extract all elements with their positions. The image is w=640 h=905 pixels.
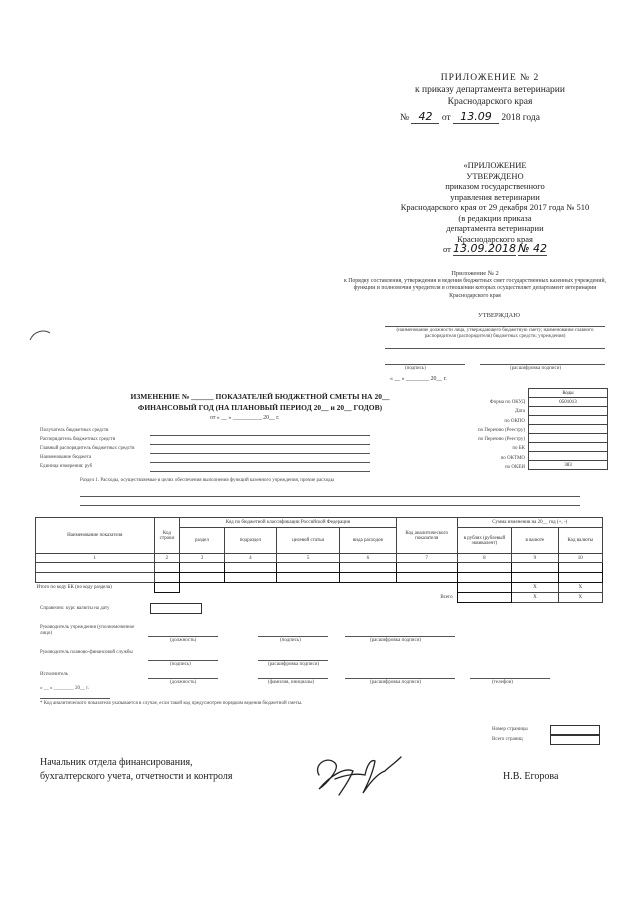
col-number: 6 <box>340 554 397 563</box>
col-number: 7 <box>396 554 457 563</box>
row2-c4 <box>224 573 277 583</box>
sig-fin-l1 <box>148 660 218 661</box>
page-total-box <box>550 734 600 745</box>
codes-label: по ОКПО <box>504 418 525 424</box>
utv-decode-line <box>480 364 605 365</box>
appendix-num: 42 <box>411 110 439 124</box>
row2-c8 <box>457 573 512 583</box>
total-label: Всего <box>440 595 453 601</box>
footer-l2: бухгалтерского учета, отчетности и контроля <box>40 771 233 782</box>
footer-name: Н.В. Егорова <box>503 771 559 782</box>
section1-label: Раздел 1. Расходы, осуществляемые в целях обеспечения выполнения функций казенного учреждения, прочие расходы <box>80 478 334 483</box>
codes-label: Дата <box>515 409 525 415</box>
left-field-line <box>150 471 370 472</box>
order-text: к Порядку составления, утверждения и ведения бюджетных смет государственных казенных учреждений, функции и полномочия учредителя в отношении которых осуществляет департамент ветеринарии Краснодарского края <box>343 277 607 299</box>
sig-head-cap2: (подпись) <box>280 638 301 643</box>
left-field-line <box>150 444 370 445</box>
codes-label: по Перечню (Реестру) <box>477 427 525 433</box>
sig-exec-label: Исполнитель <box>40 672 68 677</box>
main-table <box>35 517 603 603</box>
row2-c6 <box>340 573 397 583</box>
row2-c1 <box>36 573 155 583</box>
utv-sign-line <box>385 364 465 365</box>
col-number: 5 <box>277 554 340 563</box>
th-kbk-3: вида расходов <box>340 528 397 554</box>
row1-c9 <box>512 563 558 573</box>
approved-l9-date: 13.09.2018 <box>452 242 516 255</box>
order-title: Приложение № 2 <box>451 270 499 277</box>
doc-title1: ИЗМЕНЕНИЕ № ______ ПОКАЗАТЕЛЕЙ БЮДЖЕТНОЙ СМЕТЫ НА 20__ <box>130 392 390 401</box>
approved-l7: департамента ветеринарии <box>446 223 544 233</box>
total-x: X <box>512 593 558 603</box>
sig-head-l2 <box>258 636 328 637</box>
sig-exec-l2 <box>258 678 328 679</box>
codes-label: по ОКЕИ <box>504 465 525 471</box>
utv-cap3: (расшифровка подписи) <box>510 366 562 371</box>
codes-value <box>529 434 608 443</box>
approved-l8: Краснодарского края <box>457 233 533 244</box>
sig-head-label: Руководитель учреждения (уполномоченное лицо) <box>40 625 135 636</box>
codes-label: по ОКТМО <box>500 455 525 461</box>
section1-underline1 <box>80 496 580 497</box>
utv-date: « __ » ________ 20__ г. <box>390 376 447 382</box>
sig-head-cap1: (должность) <box>170 638 197 643</box>
sig-exec-l3 <box>345 678 455 679</box>
itogo-gap <box>180 583 457 593</box>
footnote-rule <box>40 698 110 699</box>
approved-l3: приказом государственного <box>445 181 545 191</box>
left-field-label: Распорядитель бюджетных средств <box>40 437 116 442</box>
appendix-title: ПРИЛОЖЕНИЕ № 2 <box>440 73 540 83</box>
th-kbk-2: целевой статьи <box>277 528 340 554</box>
th-sum: Сумма изменения на 20__ год (+, -) <box>457 518 602 528</box>
sig-fin-cap2: (расшифровка подписи) <box>268 662 320 667</box>
itogo-c2 <box>154 583 180 593</box>
utv-cap2: (подпись) <box>405 366 426 371</box>
th-sum-1: в валюте <box>512 528 558 554</box>
row1-c2 <box>154 563 180 573</box>
codes-value <box>529 416 608 425</box>
appendix-line2: Краснодарского края <box>447 97 533 107</box>
codes-labels <box>440 398 525 472</box>
th-kbk: Код по бюджетной классификации Российской Федерации <box>180 518 396 528</box>
approved-l2: УТВЕРЖДЕНО <box>466 170 524 181</box>
approved-block <box>380 160 610 255</box>
th-kbk-0: раздел <box>180 528 224 554</box>
th-analytic: Код аналитического показателя <box>396 518 457 554</box>
th-kbk-1: подраздел <box>224 528 277 554</box>
left-field-line <box>150 435 370 436</box>
codes-value: 383 <box>529 461 608 470</box>
ref-label: Справочно: курс валюты на дату <box>40 606 110 611</box>
row2-c9 <box>512 573 558 583</box>
appendix-block <box>390 72 590 108</box>
row1-c10 <box>558 563 602 573</box>
th-sum-0: в рублях (рублевый эквивалент) <box>457 528 512 554</box>
row2-c10 <box>558 573 602 583</box>
codes-table <box>528 388 608 470</box>
page-num-label: Номер страницы <box>492 727 528 732</box>
left-field-label: Наименование бюджета <box>40 455 92 460</box>
itogo-label: Итого по коду БК (по коду раздела) <box>36 585 112 591</box>
th-sum-2: Код валюты <box>558 528 602 554</box>
approved-l4: управления ветеринарии <box>450 191 540 202</box>
row2-c5 <box>277 573 340 583</box>
codes-label: по Перечню (Реестру) <box>477 437 525 443</box>
sig-exec-l4 <box>470 678 550 679</box>
row1-c1 <box>36 563 155 573</box>
left-field-label: Единица измерения: руб <box>40 464 93 469</box>
row1-c3 <box>180 563 224 573</box>
utv-line1 <box>385 326 605 327</box>
total-x2: X <box>558 593 602 603</box>
left-field-line <box>150 462 370 463</box>
left-field-label: Главный распорядитель бюджетных средств <box>40 446 135 451</box>
sig-fin-l2 <box>258 660 328 661</box>
codes-value <box>529 407 608 416</box>
row1-c8 <box>457 563 512 573</box>
approved-l9-prefix: от <box>442 244 451 254</box>
page-total-label: Всего страниц <box>492 737 523 742</box>
codes-label: по БК <box>512 446 525 452</box>
utv-cap1: (наименование должности лица, утверждающего бюджетную смету; наименование главного распорядителя (распорядителя) бюджетных средств; учреждения) <box>396 328 594 339</box>
col-number: 4 <box>224 554 277 563</box>
sig-head-cap3: (расшифровка подписи) <box>370 638 422 643</box>
sig-exec-cap4: (телефон) <box>492 680 513 685</box>
codes-value <box>529 425 608 434</box>
sig-date: « __ » ________ 20__ г. <box>40 686 89 691</box>
approved-l5: Краснодарского края от 29 декабря 2017 года № 510 <box>400 202 590 212</box>
itogo-c8 <box>457 583 512 593</box>
row1-c7 <box>396 563 457 573</box>
codes-label: Форма по ОКУД <box>489 400 525 405</box>
appendix-year: 2018 года <box>501 113 540 123</box>
itogo-x2: X <box>558 583 602 593</box>
approved-l9-no: № 42 <box>518 242 548 255</box>
row2-c7 <box>396 573 457 583</box>
utv-line2 <box>385 348 605 349</box>
appendix-number-row <box>400 110 540 124</box>
signature-image <box>305 745 415 805</box>
row1-c6 <box>340 563 397 573</box>
total-c8 <box>457 593 512 603</box>
col-number: 9 <box>512 554 558 563</box>
section1-text <box>80 478 600 484</box>
left-fields <box>40 428 380 473</box>
codes-value <box>529 443 608 452</box>
row1-c4 <box>224 563 277 573</box>
doc-from-date: от « __ » __________ 20__ г. <box>210 415 280 421</box>
sig-exec-l1 <box>148 678 218 679</box>
approved-l6: (в редакции приказа <box>458 212 532 223</box>
sig-exec-cap2: (фамилия, инициалы) <box>268 680 315 685</box>
th-name: Наименование показателя <box>36 518 155 554</box>
codes-value <box>529 452 608 461</box>
order-block <box>340 270 610 300</box>
doc-title2: ФИНАНСОВЫЙ ГОД (НА ПЛАНОВЫЙ ПЕРИОД 20__ и 20__ ГОДОВ) <box>137 403 383 412</box>
approved-l9 <box>380 244 610 255</box>
col-number: 1 <box>36 554 155 563</box>
utv-label: УТВЕРЖДАЮ <box>478 312 520 319</box>
hole-mark-icon <box>28 328 52 342</box>
footer-l1: Начальник отдела финансирования, <box>40 757 193 768</box>
footnote: * Код аналитического показателя указывается в случае, если такой код предусмотрен порядком ведения бюджетной сметы. <box>40 701 303 706</box>
row2-c3 <box>180 573 224 583</box>
approved-l1: «ПРИЛОЖЕНИЕ <box>463 160 527 170</box>
col-number: 2 <box>154 554 180 563</box>
appendix-num-prefix: № <box>400 113 410 123</box>
appendix-date: 13.09 <box>453 110 499 124</box>
sig-exec-cap1: (должность) <box>170 680 197 685</box>
sig-fin-label: Руководитель планово-финансовой службы <box>40 650 133 655</box>
col-number: 10 <box>558 554 602 563</box>
itogo-x: X <box>512 583 558 593</box>
sig-head-l1 <box>148 636 218 637</box>
appendix-line1: к приказу департамента ветеринарии <box>415 85 565 95</box>
sig-exec-cap3: (расшифровка подписи) <box>370 680 422 685</box>
row2-c2 <box>154 573 180 583</box>
section1-underline2 <box>80 505 580 506</box>
sig-fin-cap1: (подпись) <box>170 662 191 667</box>
th-code: Код строки <box>154 518 180 554</box>
left-field-line <box>150 453 370 454</box>
col-number: 3 <box>180 554 224 563</box>
col-number: 8 <box>457 554 512 563</box>
codes-header: Коды <box>529 389 608 398</box>
left-field-label: Получатель бюджетных средств <box>40 428 109 433</box>
appendix-from: от <box>441 113 451 123</box>
ref-box <box>150 603 202 614</box>
codes-value: 0501013 <box>529 398 608 407</box>
sig-head-l3 <box>345 636 455 637</box>
row1-c5 <box>277 563 340 573</box>
